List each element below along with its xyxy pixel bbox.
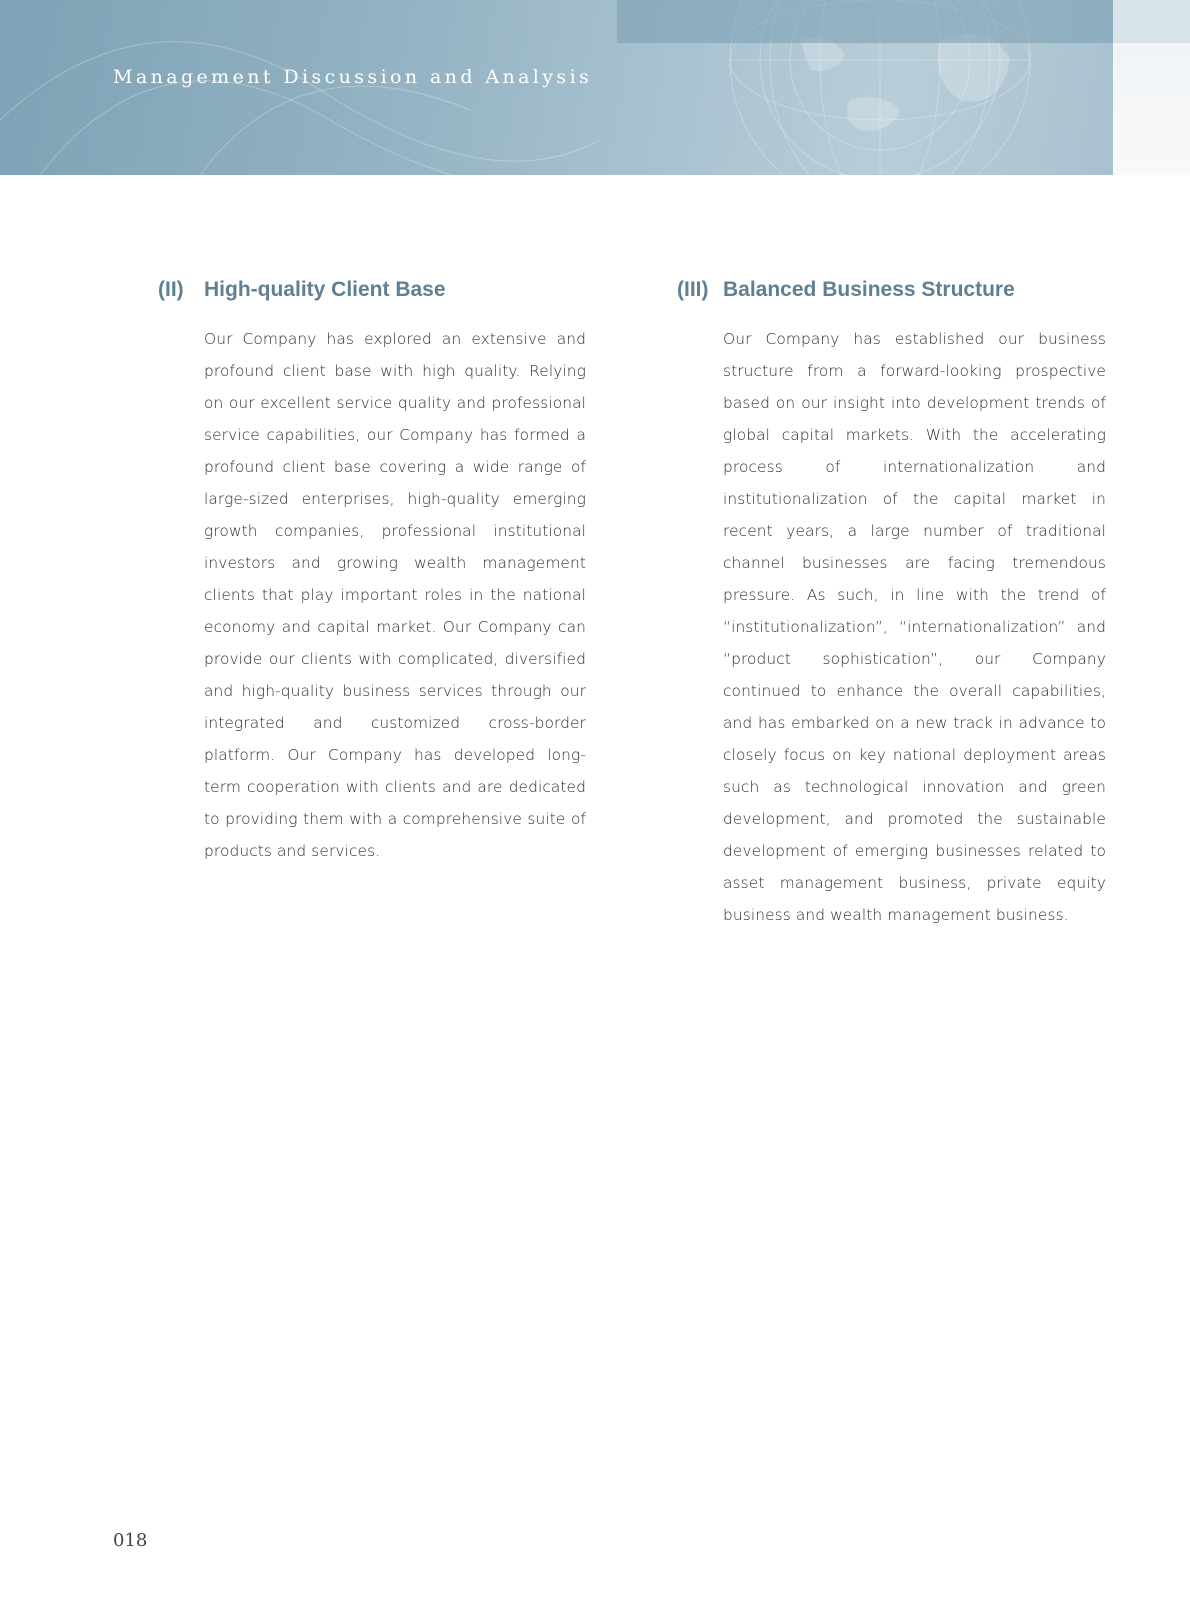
section-title: Balanced Business Structure (723, 278, 1015, 301)
section-business-structure (677, 278, 1107, 924)
section-client-base (158, 278, 590, 860)
page-header-title: Management Discussion and Analysis (113, 66, 593, 88)
section-number: (II) (158, 278, 184, 301)
section-title: High-quality Client Base (204, 278, 446, 301)
section-body-text: Our Company has established our business structure from a forward-looking prospective based on our insight into development trends of global capital markets. With the accelerating process of internationalization and institutionalization of the capital market in recent years, a large number of traditional channel businesses are facing tremendous pressure. As such, in line with the trend of “institutionalization”, “internationalization” and “product sophistication”, our Company continued to enhance the overall capabilities, and has embarked on a new track in advance to closely focus on key national deployment areas such as technological innovation and green development, and promoted the sustainable development of emerging businesses related to asset management business, private equity business and wealth management business. (723, 330, 1106, 924)
header-banner (0, 0, 1113, 175)
section-body-text: Our Company has explored an extensive and profound client base with high quality. Relying on our excellent service quality and professional service capabilities, our Company has formed a profound client base covering a wide range of large-sized enterprises, high-quality emerging growth companies, professional institutional investors and growing wealth management clients that play important roles in the national economy and capital market. Our Company can provide our clients with complicated, diversified and high-quality business services through our integrated and customized cross-border platform. Our Company has developed long-term cooperation with clients and are dedicated to providing them with a comprehensive suite of products and services. (204, 330, 586, 860)
banner-right-strip (1113, 0, 1190, 43)
banner-top-strip (617, 0, 1113, 43)
page-number: 018 (113, 1530, 148, 1551)
section-heading (158, 278, 590, 308)
section-number: (III) (677, 278, 709, 301)
section-heading (677, 278, 1107, 308)
